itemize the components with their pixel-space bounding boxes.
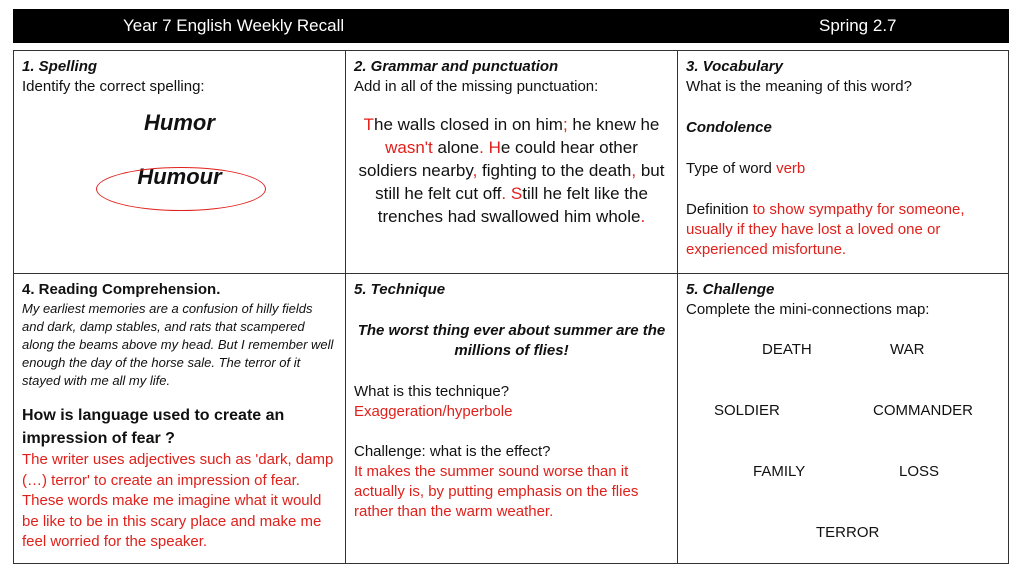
technique-heading: 5. Technique: [354, 281, 446, 298]
recall-grid: [13, 50, 1009, 564]
reading-extract: My earliest memories are a confusion of hilly fields and dark, damp stables, and rats that scampered along the beams above my head. But I remember well enough the day of the horse sale. The terror of it stayed with me all my life.: [22, 301, 334, 388]
reading-answer: The writer uses adjectives such as 'dark, damp (…) terror' to create an impression of fear. These words make me imagine what it would be like to be in this scary place and make me feel worried for the speaker.: [22, 451, 334, 550]
passage-text: e could hear other soldiers nearby: [358, 138, 638, 180]
word-type-line: [686, 159, 1001, 179]
vocabulary-cell: [678, 51, 1009, 273]
header-banner: [13, 9, 1009, 43]
word-type-label: Type of word: [686, 160, 772, 177]
map-word: SOLDIER: [714, 402, 780, 419]
vocabulary-heading: 3. Vocabulary: [686, 58, 783, 75]
grammar-passage: [354, 113, 669, 228]
passage-text: till he felt like the trenches had swallowed him whole: [377, 184, 648, 226]
challenge-question: Challenge: what is the effect?: [354, 443, 551, 460]
challenge-instruction: Complete the mini-connections map:: [686, 301, 930, 318]
passage-text: he knew he: [567, 115, 660, 134]
reading-cell: [14, 274, 345, 564]
passage-text: alone: [432, 138, 480, 157]
spelling-option-humor: Humor: [144, 110, 215, 135]
technique-quote: The worst thing ever about summer are the millions of flies!: [357, 322, 666, 359]
passage-text: fighting to the death: [477, 161, 632, 180]
reading-heading: 4. Reading Comprehension.: [22, 281, 221, 298]
map-word: LOSS: [899, 463, 940, 480]
spelling-option-humour: Humour: [137, 164, 222, 189]
correction: .: [640, 207, 646, 226]
passage-text: he walls closed in on him: [373, 115, 563, 134]
technique-question: What is this technique?: [354, 383, 510, 400]
correction: wasn't: [385, 138, 433, 157]
grammar-cell: [346, 51, 677, 273]
correction: H: [488, 138, 501, 157]
spelling-cell: [14, 51, 345, 273]
vocabulary-word: Condolence: [686, 119, 772, 136]
answer-circle: [96, 167, 266, 211]
correction: .: [501, 184, 507, 203]
spelling-instruction: Identify the correct spelling:: [22, 78, 205, 95]
definition-line: [686, 200, 1001, 260]
spelling-heading: 1. Spelling: [22, 58, 98, 75]
map-word: DEATH: [762, 341, 812, 358]
correction: T: [363, 115, 374, 134]
vocabulary-instruction: What is the meaning of this word?: [686, 78, 912, 95]
map-word: WAR: [890, 341, 925, 358]
map-word: COMMANDER: [873, 402, 973, 419]
passage-text: but still he felt cut off: [375, 161, 665, 203]
worksheet-title: Year 7 English Weekly Recall: [123, 16, 345, 35]
map-word: TERROR: [816, 524, 880, 541]
correction: ;: [562, 115, 568, 134]
reading-question: How is language used to create an impression of fear ?: [22, 407, 285, 447]
correction: S: [510, 184, 523, 203]
challenge-heading: 5. Challenge: [686, 281, 775, 298]
challenge-cell: [678, 274, 1009, 564]
challenge-answer: It makes the summer sound worse than it actually is, by putting emphasis on the flies rather than the warm weather.: [354, 463, 639, 520]
technique-answer: Exaggeration/hyperbole: [354, 403, 513, 420]
technique-cell: [346, 274, 677, 564]
correction: .: [479, 138, 484, 157]
word-type-answer: verb: [776, 160, 806, 177]
grammar-heading: 2. Grammar and punctuation: [354, 58, 559, 75]
term-label: Spring 2.7: [819, 16, 897, 35]
correction: ,: [631, 161, 637, 180]
map-word: FAMILY: [753, 463, 806, 480]
correction: ,: [472, 161, 478, 180]
definition-label: Definition: [686, 201, 749, 218]
grammar-instruction: Add in all of the missing punctuation:: [354, 78, 599, 95]
definition-answer: to show sympathy for someone, usually if they have lost a loved one or experienced misfortune.: [686, 201, 965, 258]
